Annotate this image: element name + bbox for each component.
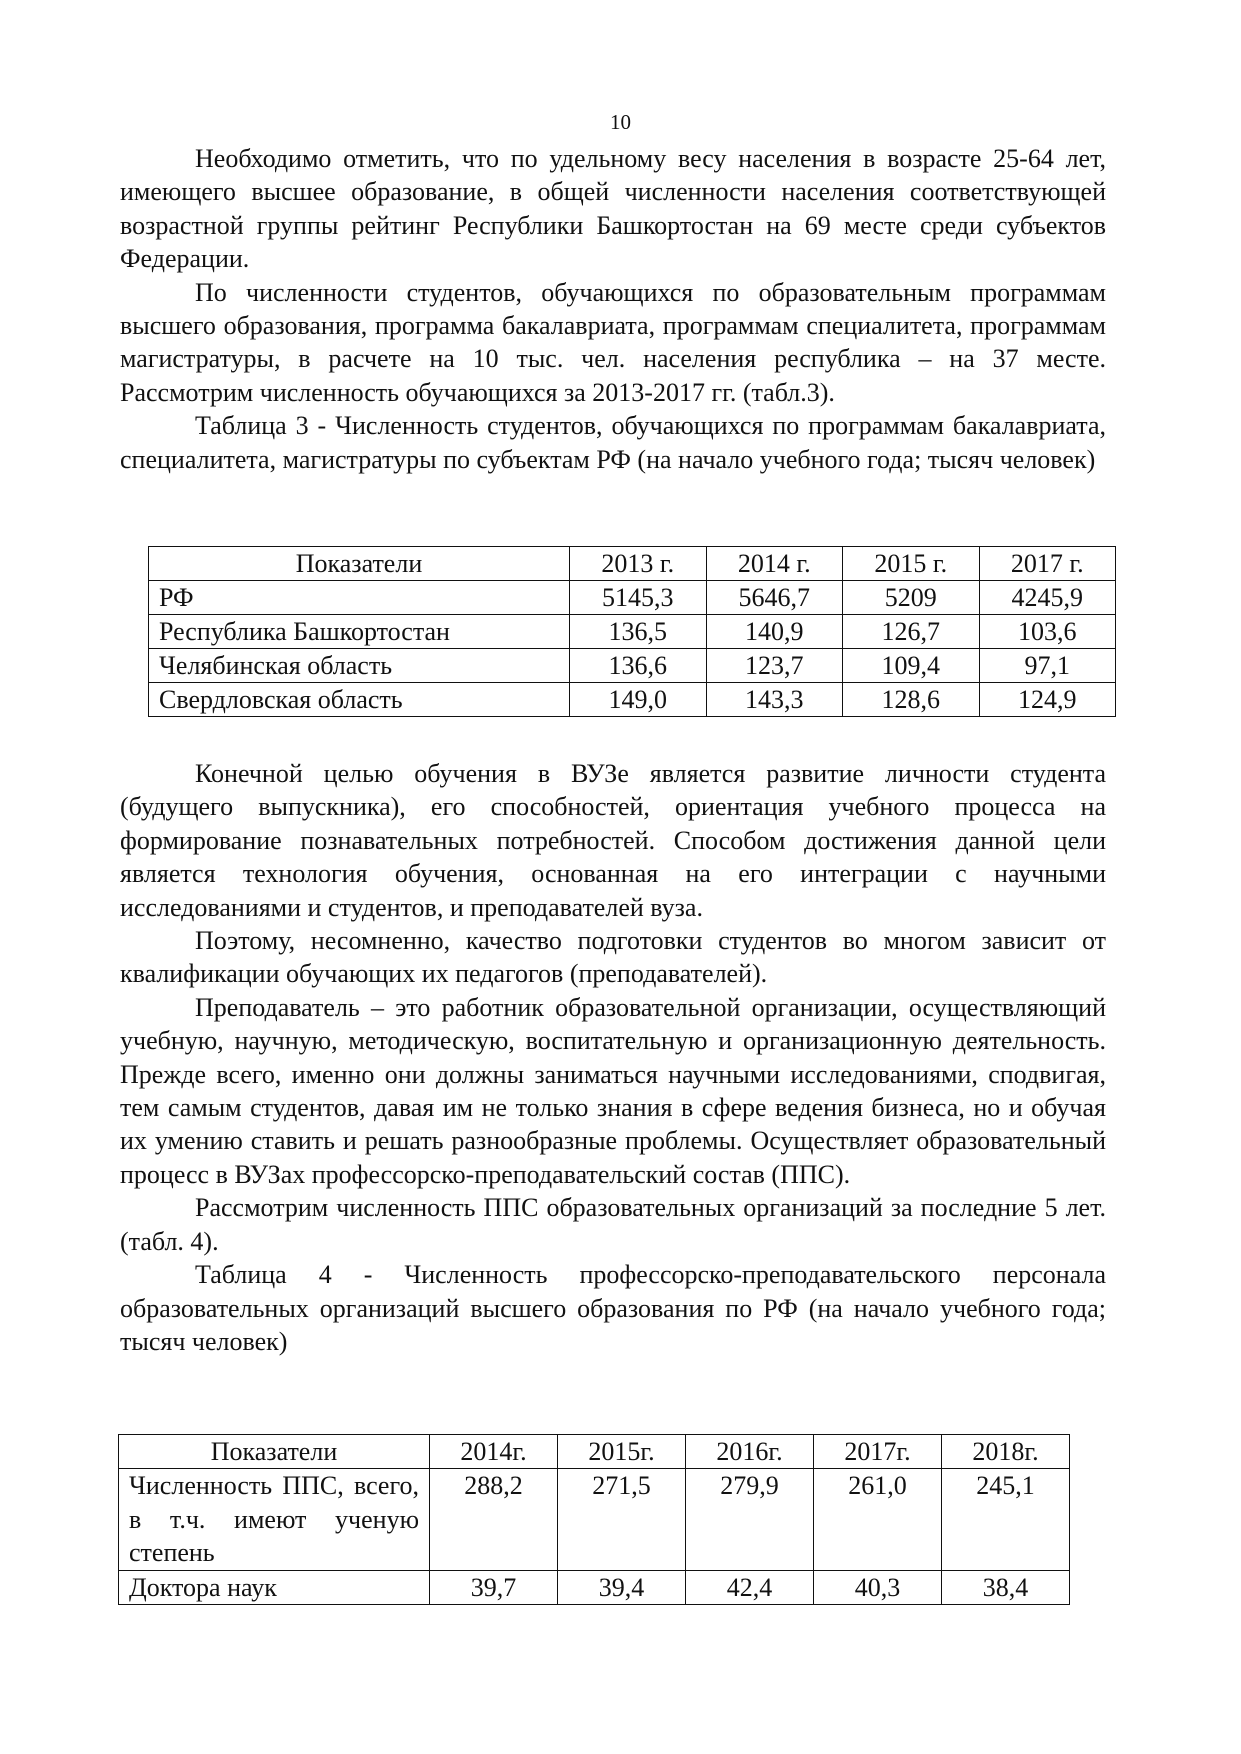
table-cell: РФ <box>149 581 570 615</box>
text-block-middle <box>120 757 1106 1358</box>
table-header-row <box>119 1435 1070 1469</box>
table-cell: 149,0 <box>570 683 707 717</box>
table3-caption: Таблица 3 - Численность студентов, обучающихся по программам бакалавриата, специалитета, магистратуры по субъектам РФ (на начало учебного года; тысяч человек) <box>120 411 1106 474</box>
table-cell: 143,3 <box>706 683 843 717</box>
table-cell: 42,4 <box>686 1570 814 1604</box>
table-cell: 140,9 <box>706 615 843 649</box>
table-cell: 97,1 <box>979 649 1116 683</box>
table-header-cell: 2014г. <box>430 1435 558 1469</box>
page-number: 10 <box>610 110 631 134</box>
table-cell: Республика Башкортостан <box>149 615 570 649</box>
table-cell: 39,7 <box>430 1570 558 1604</box>
table-header-cell: 2017г. <box>814 1435 942 1469</box>
table-cell: 39,4 <box>558 1570 686 1604</box>
table4-caption: Таблица 4 - Численность профессорско-преподавательского персонала образовательных организаций высшего образования по РФ (на начало учебного года; тысяч человек) <box>120 1260 1106 1356</box>
table-header-cell: 2015г. <box>558 1435 686 1469</box>
table-header-cell: 2014 г. <box>706 547 843 581</box>
table3 <box>148 546 1116 717</box>
paragraph: Поэтому, несомненно, качество подготовки студентов во многом зависит от квалификации обучающих их педагогов (преподавателей). <box>120 926 1106 989</box>
paragraph: Рассмотрим численность ППС образовательных организаций за последние 5 лет. (табл. 4). <box>120 1193 1106 1256</box>
table-cell: Доктора наук <box>119 1570 430 1604</box>
table-cell: 288,2 <box>430 1469 558 1570</box>
text-block-top <box>120 142 1106 476</box>
table-cell: 128,6 <box>843 683 980 717</box>
table-cell: 245,1 <box>942 1469 1070 1570</box>
table-cell: 5646,7 <box>706 581 843 615</box>
table-cell: 38,4 <box>942 1570 1070 1604</box>
paragraph: Преподаватель – это работник образовательной организации, осуществляющий учебную, научную, методическую, воспитательную и организационную деятельность. Прежде всего, именно они должны заниматься научными исследованиями, сподвигая, тем самым студентов, давая им не только знания в сфере ведения бизнеса, но и обучая их умению ставить и решать разнообразные проблемы. Осуществляет образовательный процесс в ВУЗах профессорско-преподавательский состав (ППС). <box>120 992 1106 1189</box>
table-cell: 5145,3 <box>570 581 707 615</box>
table-cell: 4245,9 <box>979 581 1116 615</box>
table-row <box>149 649 1116 683</box>
table-cell: 124,9 <box>979 683 1116 717</box>
table4 <box>118 1434 1070 1605</box>
table-header-cell: Показатели <box>119 1435 430 1469</box>
table-row <box>149 581 1116 615</box>
table-cell: 136,6 <box>570 649 707 683</box>
paragraph: По численности студентов, обучающихся по образовательным программам высшего образования, программа бакалавриата, программам специалитета, программам магистратуры, в расчете на 10 тыс. чел. населения республика – на 37 месте. Рассмотрим численность обучающихся за 2013-2017 гг. (табл.3). <box>120 277 1106 407</box>
table-cell: 5209 <box>843 581 980 615</box>
table-cell: 40,3 <box>814 1570 942 1604</box>
table-cell: Численность ППС, всего, в т.ч. имеют ученую степень <box>119 1469 430 1570</box>
table-header-cell: 2015 г. <box>843 547 980 581</box>
table-cell: 123,7 <box>706 649 843 683</box>
table-header-cell: 2016г. <box>686 1435 814 1469</box>
table-cell: 271,5 <box>558 1469 686 1570</box>
table-row <box>119 1570 1070 1604</box>
table-row <box>119 1469 1070 1570</box>
table-header-cell: 2018г. <box>942 1435 1070 1469</box>
paragraph: Конечной целью обучения в ВУЗе является развитие личности студента (будущего выпускника), его способностей, ориентация учебного процесса на формирование познавательных потребностей. Способом достижения данной цели является технология обучения, основанная на его интеграции с научными исследованиями и студентов, и преподавателей вуза. <box>120 759 1106 922</box>
paragraph: Необходимо отметить, что по удельному весу населения в возрасте 25-64 лет, имеющего высшее образование, в общей численности населения соответствующей возрастной группы рейтинг Республики Башкортостан на 69 месте среди субъектов Федерации. <box>120 144 1106 274</box>
table-cell: 261,0 <box>814 1469 942 1570</box>
table-cell: 126,7 <box>843 615 980 649</box>
table-cell: 109,4 <box>843 649 980 683</box>
table-cell: Челябинская область <box>149 649 570 683</box>
table-cell: 279,9 <box>686 1469 814 1570</box>
table-header-cell: 2013 г. <box>570 547 707 581</box>
table-cell: 103,6 <box>979 615 1116 649</box>
table-cell: Свердловская область <box>149 683 570 717</box>
table-header-row <box>149 547 1116 581</box>
table-cell: 136,5 <box>570 615 707 649</box>
table-header-cell: 2017 г. <box>979 547 1116 581</box>
table-header-cell: Показатели <box>149 547 570 581</box>
table-row <box>149 683 1116 717</box>
table-row <box>149 615 1116 649</box>
